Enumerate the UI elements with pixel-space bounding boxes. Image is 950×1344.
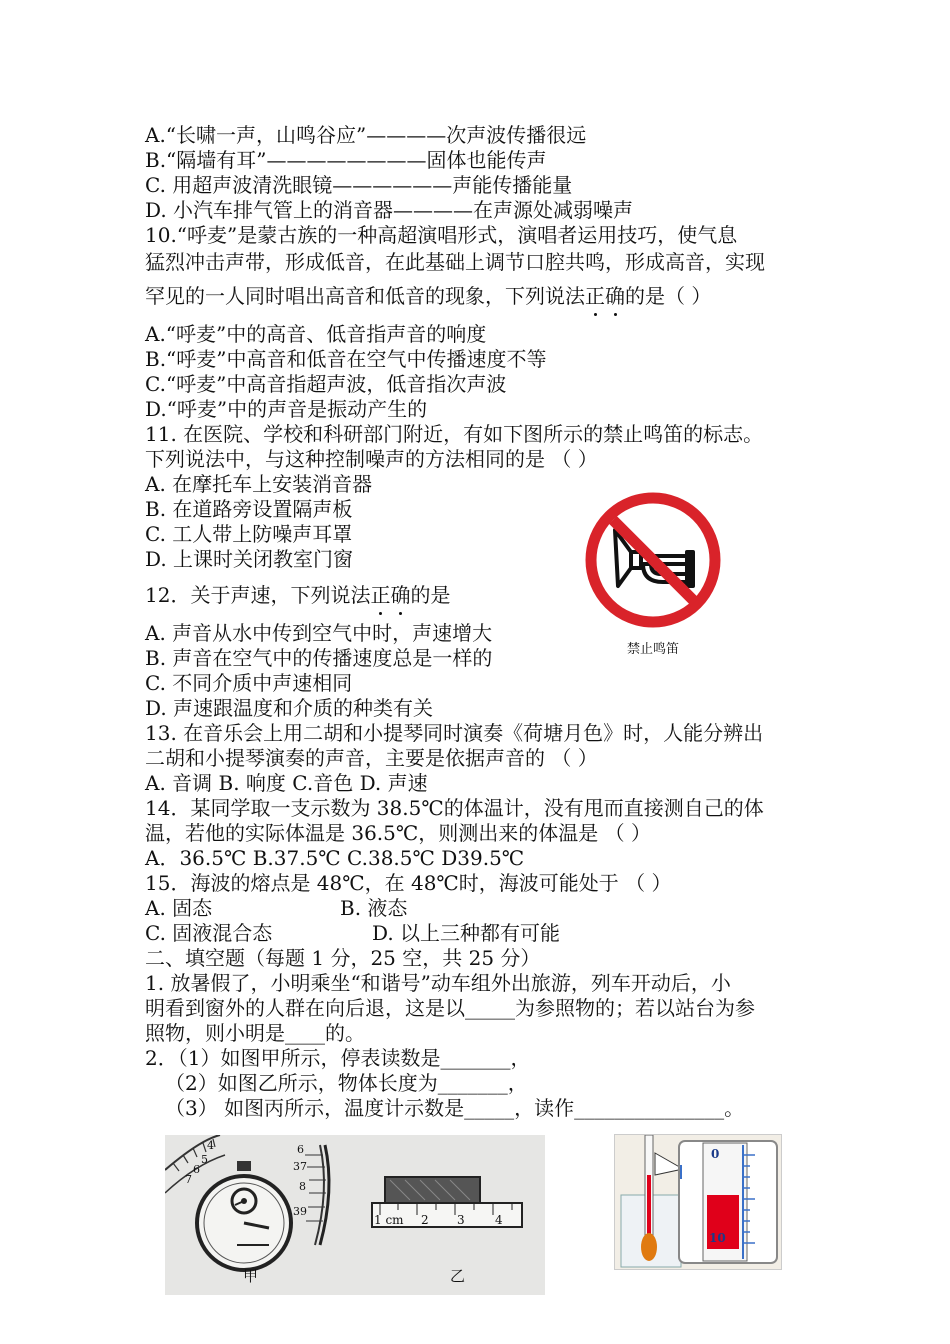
q10-option-b: B.“呼麦”中高音和低音在空气中传播速度不等	[145, 347, 547, 371]
ruler-tick: 3	[457, 1213, 465, 1227]
no-horn-icon	[583, 490, 723, 630]
scale-tick: 7	[185, 1173, 192, 1186]
ruler-tick: 1 cm	[374, 1213, 404, 1227]
q10-stem-line2: 猛烈冲击声带，形成低音，在此基础上调节口腔共鸣，形成高音，实现	[145, 250, 765, 274]
q15-option-a: A. 固态	[145, 896, 213, 920]
fill-q1-line2: 明看到窗外的人群在向后退，这是以_____为参照物的；若以站台为参	[145, 996, 755, 1020]
q9-option-c: C. 用超声波清洗眼镜——————声能传播能量	[145, 173, 573, 197]
emphasis-dot-char: 确	[605, 284, 625, 308]
q11-option-d: D. 上课时关闭教室门窗	[145, 547, 354, 571]
figure-label-yi: 乙	[450, 1267, 466, 1285]
q9-option-a: A.“长啸一声，山鸣谷应”————次声波传播很远	[145, 123, 587, 147]
q15-option-d: D. 以上三种都有可能	[372, 921, 561, 945]
figure-thermometer	[614, 1134, 782, 1270]
ruler-tick: 2	[421, 1213, 429, 1227]
q14-options: A．36.5℃ B.37.5℃ C.38.5℃ D39.5℃	[145, 846, 525, 870]
emphasis-dot-char: 正	[370, 583, 391, 607]
scale-tick: 37	[293, 1160, 307, 1173]
section-2-heading: 二、填空题（每题 1 分，25 空，共 25 分）	[145, 946, 541, 970]
thermometer-tick-10: 10	[709, 1231, 726, 1245]
scale-tick: 8	[299, 1180, 306, 1193]
figure-label-jia: 甲	[243, 1267, 259, 1285]
q13-options: A. 音调 B. 响度 C.音色 D. 声速	[145, 771, 428, 795]
ruler-tick: 4	[495, 1213, 503, 1227]
stopwatch-icon	[197, 1161, 291, 1270]
q10-stem-line3: 罕见的一人同时唱出高音和低音的现象，下列说法正确的是（ ）	[145, 284, 712, 308]
q12-option-b: B. 声音在空气中的传播速度总是一样的	[145, 646, 493, 670]
q11-stem-line1: 11. 在医院、学校和科研部门附近，有如下图所示的禁止鸣笛的标志。	[145, 422, 764, 446]
q11-option-a: A. 在摩托车上安装消音器	[145, 472, 373, 496]
fill-q1-line1: 1. 放暑假了，小明乘坐“和谐号”动车组外出旅游，列车开动后，小	[145, 971, 731, 995]
q14-stem-line1: 14．某同学取一支示数为 38.5℃的体温计，没有甩而直接测自己的体	[145, 796, 764, 820]
scale-tick: 6	[193, 1163, 200, 1176]
no-honking-sign	[583, 490, 723, 665]
q15-option-b: B. 液态	[340, 896, 408, 920]
thermometer-tick-0: 0	[711, 1147, 720, 1161]
scale-tick: 4	[207, 1139, 214, 1152]
q12-option-d: D. 声速跟温度和介质的种类有关	[145, 696, 434, 720]
q15-stem: 15．海波的熔点是 48℃，在 48℃时，海波可能处于 （ ）	[145, 871, 672, 895]
q12-stem: 12．关于声速，下列说法正确的是	[145, 583, 451, 607]
scale-tick: 6	[297, 1143, 304, 1156]
q11-option-b: B. 在道路旁设置隔声板	[145, 497, 353, 521]
fill-q2-line1: 2．（1）如图甲所示，停表读数是_______，	[145, 1046, 531, 1070]
q11-stem-line2: 下列说法中，与这种控制噪声的方法相同的是 （ ）	[145, 447, 598, 471]
figure-stopwatch-and-ruler	[165, 1135, 545, 1295]
q10-option-c: C.“呼麦”中高音指超声波，低音指次声波	[145, 372, 507, 396]
q10-option-a: A.“呼麦”中的高音、低音指声音的响度	[145, 322, 487, 346]
fill-q1-line3: 照物，则小明是____的。	[145, 1021, 365, 1045]
q9-option-d: D. 小汽车排气管上的消音器————在声源处减弱噪声	[145, 198, 634, 222]
scale-tick: 5	[201, 1153, 208, 1166]
q14-stem-line2: 温，若他的实际体温是 36.5℃，则测出来的体温是 （ ）	[145, 821, 651, 845]
q13-stem-line1: 13. 在音乐会上用二胡和小提琴同时演奏《荷塘月色》时，人能分辨出	[145, 721, 764, 745]
fill-q2-line2: （2）如图乙所示，物体长度为_______，	[165, 1071, 528, 1095]
scale-tick: 39	[293, 1205, 307, 1218]
sign-caption: 禁止鸣笛	[626, 642, 679, 657]
q10-stem-line1: 10.“呼麦”是蒙古族的一种高超演唱形式，演唱者运用技巧，使气息	[145, 223, 738, 247]
q10-option-d: D.“呼麦”中的声音是振动产生的	[145, 397, 428, 421]
q12-option-c: C. 不同介质中声速相同	[145, 671, 353, 695]
fill-q2-line3: （3） 如图丙所示，温度计示数是_____，读作_______________。	[165, 1096, 745, 1120]
q9-option-b: B.“隔墙有耳”————————固体也能传声	[145, 148, 547, 172]
emphasis-dot-char: 确	[390, 583, 411, 607]
q11-option-c: C. 工人带上防噪声耳罩	[145, 522, 353, 546]
emphasis-dot-char: 正	[585, 284, 605, 308]
q12-option-a: A. 声音从水中传到空气中时，声速增大	[145, 621, 493, 645]
q15-option-c: C. 固液混合态	[145, 921, 273, 945]
q13-stem-line2: 二胡和小提琴演奏的声音，主要是依据声音的 （ ）	[145, 746, 598, 770]
